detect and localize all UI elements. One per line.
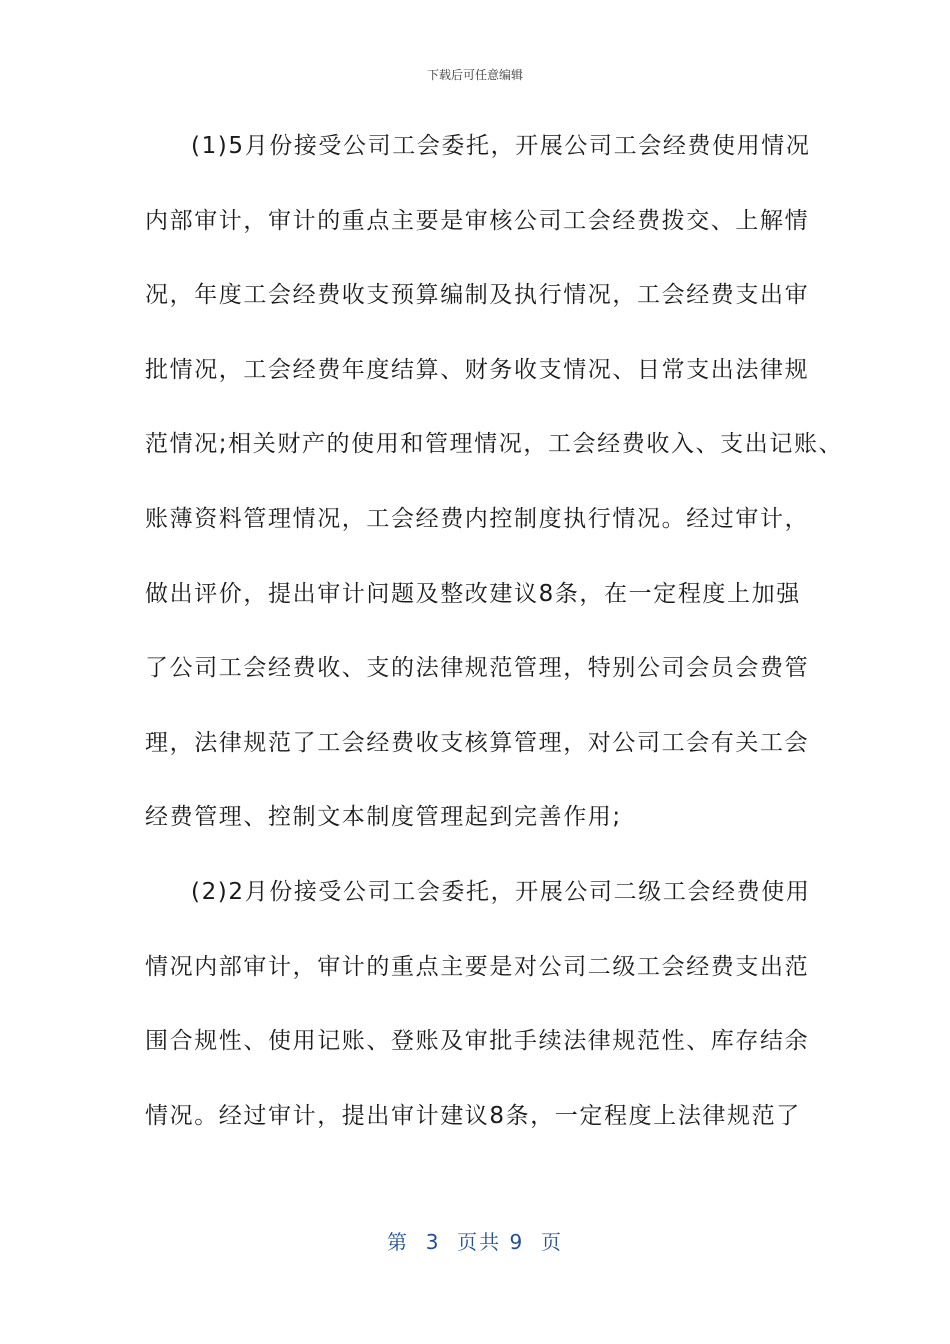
text-line: 做出评价，提出审计问题及整改建议8条，在一定程度上加强 xyxy=(145,580,801,607)
page-number-footer: 第 3 页共 9 页 xyxy=(387,1230,563,1254)
text-line: 经费管理、控制文本制度管理起到完善作用; xyxy=(145,804,622,831)
page-header: 下载后可任意编辑 xyxy=(426,68,523,82)
text-line: 了公司工会经费收、支的法律规范管理，特别公司会员会费管 xyxy=(145,655,810,682)
text-line: 账薄资料管理情况，工会经费内控制度执行情况。经过审计， xyxy=(145,505,810,532)
text-line: (2)2月份接受公司工会委托，开展公司二级工会经费使用 xyxy=(191,878,811,905)
text-line: (1)5月份接受公司工会委托，开展公司工会经费使用情况 xyxy=(191,133,811,159)
text-line: 批情况，工会经费年度结算、财务收支情况、日常支出法律规 xyxy=(145,356,810,383)
text-line: 范情况;相关财产的使用和管理情况，工会经费收入、支出记账、 xyxy=(145,431,844,458)
text-line: 理，法律规范了工会经费收支核算管理，对公司工会有关工会 xyxy=(145,729,810,756)
text-line: 内部审计，审计的重点主要是审核公司工会经费拨交、上解情 xyxy=(145,207,810,234)
text-line: 情况。经过审计，提出审计建议8条，一定程度上法律规范了 xyxy=(145,1102,801,1129)
text-line: 情况内部审计，审计的重点主要是对公司二级工会经费支出范 xyxy=(145,953,810,980)
text-line: 围合规性、使用记账、登账及审批手续法律规范性、库存结余 xyxy=(145,1028,810,1055)
document-body xyxy=(145,126,844,1170)
text-line: 况，年度工会经费收支预算编制及执行情况，工会经费支出审 xyxy=(145,282,810,309)
